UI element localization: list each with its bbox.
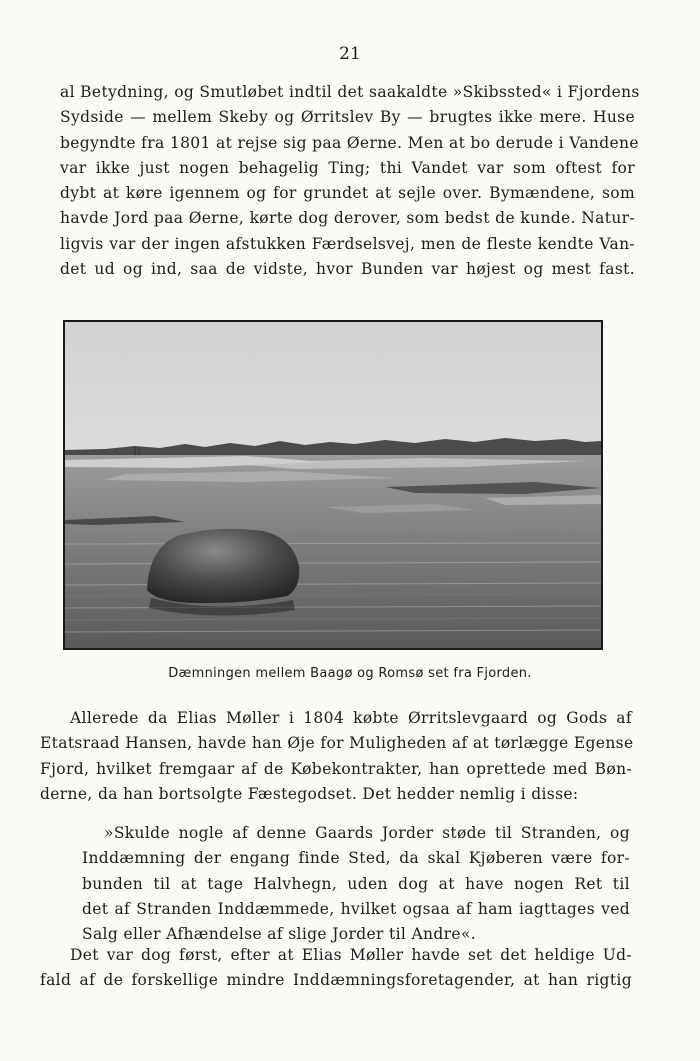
text-line: det ud og ind, saa de vidste, hvor Bunden var højest og mest fast. bbox=[60, 260, 635, 279]
text-line: var ikke just nogen behagelig Ting; thi Vandet var som oftest for bbox=[60, 158, 635, 177]
text-line: al Betydning, og Smutløbet indtil det saakaldte »Skibssted« i Fjordens bbox=[60, 83, 640, 101]
text-line: det af Stranden Inddæmmede, hvilket ogsaa af ham iagttages ved bbox=[82, 899, 630, 918]
text-line: Sydside — mellem Skeby og Ørritslev By — brugtes ikke mere. Huse bbox=[60, 108, 635, 127]
text-line: Etatsraad Hansen, havde han Øje for Muligheden af at tørlægge Egense bbox=[40, 734, 634, 753]
text-line: ligvis var der ingen afstukken Færdselsvej, men de fleste kendte Van- bbox=[60, 234, 635, 253]
quoted-passage bbox=[82, 821, 630, 947]
text-line: bunden til at tage Halvhegn, uden dog at have nogen Ret til bbox=[82, 874, 630, 893]
text-line: »Skulde nogle af denne Gaards Jorder støde til Stranden, og bbox=[104, 824, 630, 842]
text-line: derne, da han bortsolgte Fæstegodset. Det hedder nemlig i disse: bbox=[40, 784, 579, 803]
page-number: 21 bbox=[339, 44, 361, 64]
text-line: Det var dog først, efter at Elias Møller havde set det heldige Ud- bbox=[70, 946, 632, 964]
text-line: dybt at køre igennem og for grundet at sejle over. Bymændene, som bbox=[60, 184, 635, 203]
text-line: fald af de forskellige mindre Inddæmningsforetagender, at han rigtig bbox=[40, 971, 632, 990]
text-line: Allerede da Elias Møller i 1804 købte Ørritslevgaard og Gods af bbox=[70, 709, 632, 727]
photo-figure bbox=[63, 320, 603, 650]
paragraph-2 bbox=[40, 706, 632, 807]
figure-caption: Dæmningen mellem Baagø og Romsø set fra Fjorden. bbox=[168, 666, 532, 681]
text-line: Salg eller Afhændelse af slige Jorder til Andre«. bbox=[82, 925, 477, 944]
text-line: havde Jord paa Øerne, kørte dog derover, som bedst de kunde. Natur- bbox=[60, 209, 635, 228]
paragraph-3 bbox=[40, 943, 632, 994]
paragraph-1 bbox=[60, 80, 640, 282]
text-line: Inddæmning der engang finde Sted, da skal Kjøberen være for- bbox=[82, 849, 630, 868]
text-line: begyndte fra 1801 at rejse sig paa Øerne. Men at bo derude i Vandene bbox=[60, 133, 639, 152]
text-line: Fjord, hvilket fremgaar af de Købekontrakter, han oprettede med Bøn- bbox=[40, 759, 632, 778]
photo-fjord-dam bbox=[65, 322, 601, 648]
